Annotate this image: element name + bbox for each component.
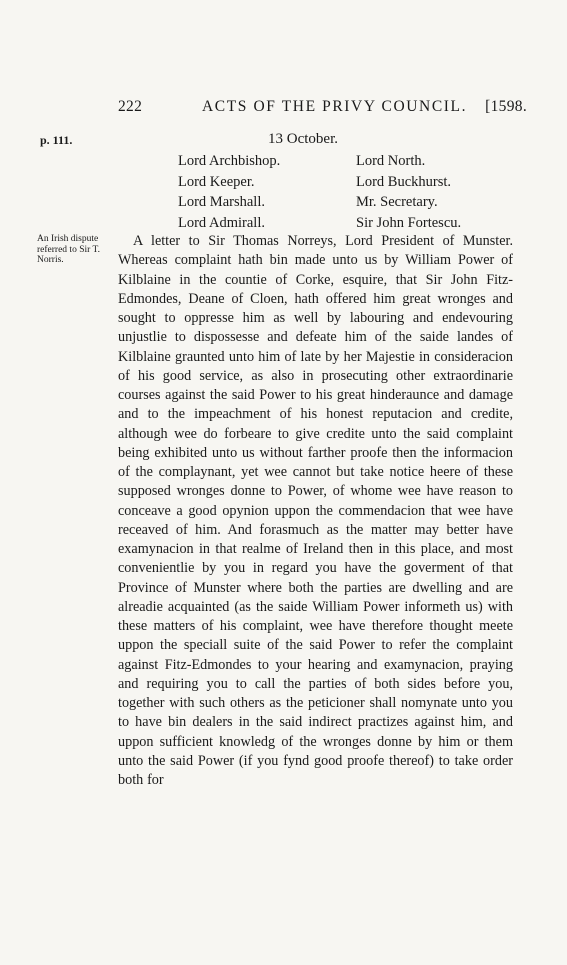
year-marker: [1598. (485, 98, 527, 115)
attendee: Lord Admirall. (178, 214, 265, 231)
page-number: 222 (118, 98, 143, 115)
attendee: Lord North. (356, 153, 426, 169)
attendee-list (178, 152, 508, 233)
attendee: Lord Buckhurst. (356, 173, 452, 190)
running-title: ACTS OF THE PRIVY COUNCIL. (202, 98, 468, 115)
attendee: Lord Marshall. (178, 194, 265, 210)
attendee: Lord Keeper. (178, 173, 255, 190)
entry-date: 13 October. (268, 131, 338, 147)
margin-note: An Irish dispute referred to Sir T. Norris. (37, 234, 100, 265)
attendee: Lord Archbishop. (178, 153, 281, 169)
attendee: Mr. Secretary. (356, 194, 438, 210)
page-reference: p. 111. (40, 133, 73, 147)
body-paragraph: A letter to Sir Thomas Norreys, Lord President of Munster. Whereas complaint hath bin made unto us by William Power of Kilblaine in the countie of Corke, esquire, that Sir John Fitz-Edmondes, Deane of Cloen, hath offered him great wronges and sought to oppresse him as well by labouring and endevouring unjustlie to dispossesse and defeate him of the saide landes of Kilblaine graunted unto him of late by her Majestie in consideracion of his good service, as also in prosecuting other extraordinarie courses against the said Power to his great hinderaunce and damage and to the impeachment of his honest reputacion and credite, although wee do forbeare to give credite unto the said complaint being exhibited unto us without farther proofe then the informacion of the complaynant, yet wee cannot but take notice heere of these supposed wronges donne to Power, of whome wee have reason to conceave a good opynion uppon the commendacion that wee have receaved of him. And forasmuch as the matter may better have examynacion in that realme of Ireland then in this place, and most convenientlie by you in regard you have the goverment of that Province of Munster where both the parties are dwelling and are alreadie acquainted (as the saide William Power informeth us) with these matters of his complaint, wee have therefore thought meete uppon the speciall suite of the said Power to refer the complaint against Fitz-Edmondes to your hearing and examynacion, praying and requiring you to call the parties of both sides before you, together with such others as the peticioner shall nomynate unto you to have bin dealers in the said indirect practizes against him, and uppon sufficient knowledg of the wronges donne by him or them unto the said Power (if you fynd good proofe thereof) to take order both for (118, 233, 513, 788)
attendee: Sir John Fortescu. (356, 214, 462, 231)
